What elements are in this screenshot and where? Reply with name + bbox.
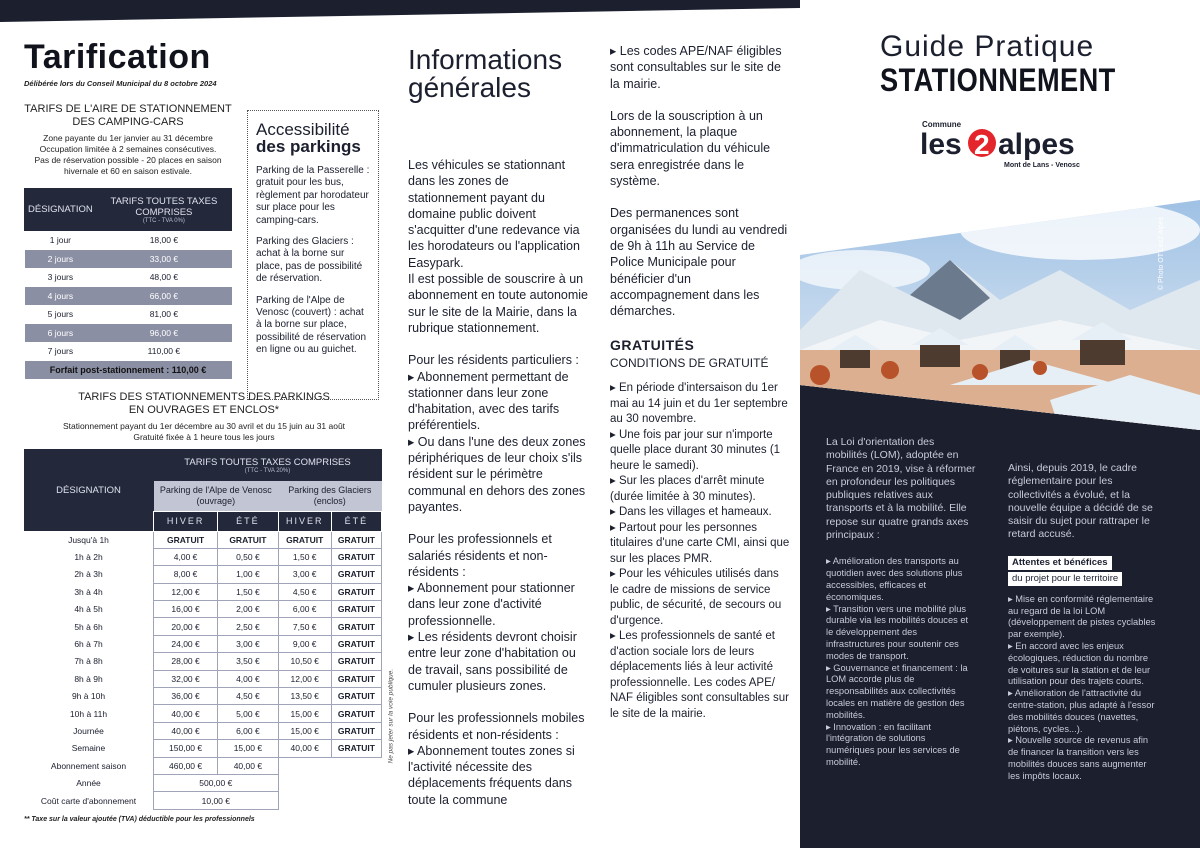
cell: GRATUIT xyxy=(331,740,381,757)
list-item: ▸ Transition vers une mobilité plus durable via les mobilités douces et le développement des infrastructures pour soutenir ces modes de transport. xyxy=(826,603,969,661)
cell: GRATUIT xyxy=(331,688,381,705)
accessibilite-title-2: des parkings xyxy=(256,137,361,156)
infos-p2: Pour les résidents particuliers : xyxy=(408,353,579,368)
list-item: ▸ En période d'intersaison du 1er mai au 14 juin et du 1er septembre au 30 novembre. xyxy=(610,382,788,426)
benefices-list xyxy=(1008,594,1158,783)
ete-header: ÉTÉ xyxy=(218,511,278,531)
empty-cell xyxy=(278,774,381,791)
hiver-header: HIVER xyxy=(278,511,331,531)
accessibilite-title xyxy=(256,121,370,155)
photo-credit-text: © Photo OT Les2 Alpes xyxy=(1158,216,1166,291)
cell: 7,50 € xyxy=(278,618,331,635)
accessibilite-title-1: Accessibilité xyxy=(256,120,350,139)
row-price: 18,00 € xyxy=(149,235,179,246)
table-row xyxy=(24,670,382,687)
col-tarifs-label: TARIFS TOUTES TAXES COMPRISES xyxy=(110,195,218,218)
cell: 40,00 € xyxy=(278,740,331,757)
cell: 15,00 € xyxy=(278,705,331,722)
cell: GRATUIT xyxy=(154,531,218,548)
row-label: 10h à 11h xyxy=(69,708,108,719)
stationnement-title: STATIONNEMENT xyxy=(880,62,1116,98)
parkings-heading-2: EN OUVRAGES ET ENCLOS* xyxy=(128,404,280,416)
forfait-row xyxy=(25,361,232,380)
col-tarifs xyxy=(96,189,231,231)
list-item: ▸ Amélioration de l'attractivité du centre-station, plus adapté à l'essor des mobilités douces (navettes, piétons, cycles...). xyxy=(1008,688,1155,734)
cell: 6,00 € xyxy=(278,601,331,618)
row-label: Jusqu'à 1h xyxy=(68,534,109,545)
row-label: 7 jours xyxy=(47,346,74,357)
logo-sub: Mont de Lans - Venosc xyxy=(1004,162,1080,169)
table-row xyxy=(24,548,382,565)
cell: 24,00 € xyxy=(154,635,218,652)
table-row xyxy=(24,740,382,757)
table-row xyxy=(25,231,232,250)
forfait-label: Forfait post-stationnement : 110,00 € xyxy=(25,361,232,380)
list-item: ▸ Gouvernance et financement : la LOM accorde plus de responsabilités aux collectivités locales en matière de gestion des mobilités. xyxy=(826,662,968,720)
row-label: 3h à 4h xyxy=(74,586,103,597)
table-row xyxy=(24,566,382,583)
col-tarifs xyxy=(154,449,382,481)
cell: GRATUIT xyxy=(331,653,381,670)
row-label: 1 jour xyxy=(49,235,71,246)
parkings-table xyxy=(24,449,382,810)
col-designation: DÉSIGNATION xyxy=(24,449,154,531)
camping-line: Pas de réservation possible - 20 places en saison xyxy=(34,155,222,165)
infos-p3b: ▸ Les résidents devront choisir entre leur zone d'habitation ou de travail, sans possibilité de cumuler plusieurs zones. xyxy=(408,630,577,693)
col-tarifs-sub: (TTC - TVA 0%) xyxy=(142,217,185,224)
cell: 3,00 € xyxy=(278,566,331,583)
cell: GRATUIT xyxy=(331,722,381,739)
cell: 3,00 € xyxy=(218,635,278,652)
camping-heading: TARIFS DE L'AIRE DE STATIONNEMENT DES CAMPING-CARS xyxy=(24,103,232,128)
carte-row xyxy=(24,792,382,809)
table-row xyxy=(25,250,232,269)
cell: 5,00 € xyxy=(218,705,278,722)
camping-block xyxy=(24,103,232,379)
row-label: Coût carte d'abonnement xyxy=(40,795,137,806)
table-row xyxy=(24,688,382,705)
depuis-text: Ainsi, depuis 2019, le cadre réglementaire pour les collectivités a évolué, et la nouvelle équipe a décidé de se saisir du sujet pour rattraper le retard accusé. xyxy=(1008,462,1153,541)
table-row xyxy=(25,342,232,361)
ete-header: ÉTÉ xyxy=(331,511,381,531)
list-item: ▸ Une fois par jour sur n'importe quelle place durant 30 minutes (1 heure le samedi). xyxy=(610,428,781,472)
row-label: 2h à 3h xyxy=(74,569,103,580)
row-label: 4h à 5h xyxy=(74,604,103,615)
cell: 20,00 € xyxy=(154,618,218,635)
list-item: ▸ Dans les villages et hameaux. xyxy=(610,506,772,519)
cell: 12,00 € xyxy=(154,583,218,600)
col-tarifs-label: TARIFS TOUTES TAXES COMPRISES xyxy=(184,456,351,468)
cell: 10,50 € xyxy=(278,653,331,670)
cell: 40,00 € xyxy=(218,757,278,774)
col-tarifs-sub: (TTC - TVA 20%) xyxy=(244,467,291,474)
cell: GRATUIT xyxy=(218,531,278,548)
list-item: ▸ Partout pour les personnes titulaires d'une carte CMI, ainsi que sur les places PMR. xyxy=(610,521,790,565)
hiver-header: HIVER xyxy=(154,511,218,531)
conditions-heading: CONDITIONS DE GRATUITÉ xyxy=(610,355,769,370)
attentes-label-1: Attentes et bénéfices xyxy=(1008,556,1112,570)
cell: 13,50 € xyxy=(278,688,331,705)
cell: GRATUIT xyxy=(278,531,331,548)
row-price: 110,00 € xyxy=(147,346,181,357)
guide-title: Guide Pratique xyxy=(880,30,1095,63)
parkings-block xyxy=(24,391,384,823)
table-row xyxy=(24,653,382,670)
infos-p2a: ▸ Abonnement permettant de stationner dans leur zone d'habitation, avec des tarifs préférentiels. xyxy=(408,369,569,433)
row-label: 5 jours xyxy=(47,309,74,320)
table-row xyxy=(24,635,382,652)
parking-glaciers: Parking des Glaciers : achat à la borne sur place, pas de possibilité de réservation. xyxy=(256,236,363,285)
camping-line: Zone payante du 1er janvier au 31 décembre xyxy=(43,133,213,143)
table-row xyxy=(25,324,232,343)
logo-2: 2 xyxy=(974,129,990,160)
cell: 36,00 € xyxy=(154,688,218,705)
row-price: 66,00 € xyxy=(96,287,231,306)
row-label: 1h à 2h xyxy=(74,552,103,563)
photo-credit xyxy=(1158,200,1190,320)
cell: 16,00 € xyxy=(154,601,218,618)
infos-p1b: Il est possible de souscrire à un abonnement en toute autonomie sur le site de la Mairie, dans la rubrique stationnement. xyxy=(408,272,588,335)
infos-title xyxy=(408,46,588,102)
cell: 6,00 € xyxy=(218,722,278,739)
col3-section xyxy=(610,43,790,722)
cell: 1,50 € xyxy=(218,583,278,600)
list-item: ▸ Pour les véhicules utilisés dans le cadre de missions de service public, de sécurité, de secours ou d'urgence. xyxy=(610,568,782,627)
camping-line: Occupation limitée à 2 semaines consécutives. xyxy=(39,144,217,154)
list-item: ▸ Mise en conformité réglementaire au regard de la loi LOM (développement de pistes cyclables par exemple). xyxy=(1008,593,1156,640)
empty-cell xyxy=(278,792,381,809)
row-label: 4 jours xyxy=(25,287,97,306)
cell: GRATUIT xyxy=(331,670,381,687)
table-row xyxy=(24,705,382,722)
row-label: 3 jours xyxy=(47,272,74,283)
infos-section xyxy=(408,46,588,808)
cell: 1,00 € xyxy=(218,566,278,583)
les2alpes-logo xyxy=(920,118,1080,174)
cell: GRATUIT xyxy=(331,635,381,652)
infos-p1: Les véhicules se stationnant dans les zones de stationnement payant du domaine public doivent s'acquitter d'une redevance via les horodateurs ou l'application Easypark. xyxy=(408,158,580,270)
benefices-column xyxy=(1008,462,1158,783)
col-designation: DÉSIGNATION xyxy=(25,189,97,231)
vertical-note xyxy=(386,640,396,770)
row-label: 8h à 9h xyxy=(74,673,103,684)
tva-note: ** Taxe sur la valeur ajoutée (TVA) déductible pour les professionnels xyxy=(24,815,255,823)
row-price: 48,00 € xyxy=(149,272,179,283)
table-row xyxy=(25,287,232,306)
cell: 4,00 € xyxy=(218,670,278,687)
list-item: ▸ Les professionnels de santé et d'action sociale lors de leurs déplacements liés à leur activité professionnelle. Les codes APE/ NAF éligibles sont consultables sur le site de la mairie. xyxy=(610,630,789,720)
row-label: Année xyxy=(76,778,101,789)
infos-p3a: ▸ Abonnement pour stationner dans leur zone d'activité professionnelle. xyxy=(408,581,575,628)
logo-les: les xyxy=(920,128,962,161)
gratuites-heading: GRATUITÉS xyxy=(610,337,695,354)
col3-p2: Lors de la souscription à un abonnement, la plaque d'immatriculation du véhicule sera enregistrée dans le système. xyxy=(610,108,771,189)
logo-alpes: alpes xyxy=(998,128,1075,161)
tarification-subtitle: Délibérée lors du Conseil Municipal du 8 octobre 2024 xyxy=(24,79,217,88)
lom-column xyxy=(826,436,976,769)
col3-p3: Des permanences sont organisées du lundi au vendredi de 9h à 11h au Service de Police Municipale pour bénéficier d'un accompagnement dans les démarches. xyxy=(610,206,788,319)
cell: 4,50 € xyxy=(218,688,278,705)
infos-p4a: ▸ Abonnement toutes zones si l'activité nécessite des déplacements fréquents dans toute la commune xyxy=(408,743,575,807)
list-item: ▸ Innovation : en facilitant l'intégration de solutions numériques pour les services de mobilité. xyxy=(826,721,960,767)
gratuite-list xyxy=(610,381,790,722)
cell: GRATUIT xyxy=(331,566,381,583)
abonnement-row xyxy=(24,757,382,774)
cell: 2,50 € xyxy=(218,618,278,635)
row-label: 6 jours xyxy=(25,324,97,343)
cell: 40,00 € xyxy=(154,722,218,739)
infos-p2b: ▸ Ou dans l'une des deux zones périphériques de leur choix s'ils résident sur le périmètre communal en dehors des zones payantes. xyxy=(408,434,586,514)
cell: 1,50 € xyxy=(278,548,331,565)
list-item: ▸ Amélioration des transports au quotidien avec des solutions plus accessibles, efficaces et économiques. xyxy=(826,556,963,602)
cell: GRATUIT xyxy=(331,601,381,618)
parking-2-header: Parking des Glaciers (enclos) xyxy=(278,481,381,511)
list-item: ▸ Nouvelle source de revenus afin de financer la transition vers les mobilités douces sans augmenter les impôts locaux. xyxy=(1008,735,1149,781)
empty-cell xyxy=(278,757,381,774)
list-item: ▸ En accord avec les enjeux écologiques, réduction du nombre de voitures sur la station et de leur utilisation pour des trajets courts. xyxy=(1008,640,1151,687)
cell: 460,00 € xyxy=(154,757,218,774)
annee-row xyxy=(24,774,382,791)
row-label: 9h à 10h xyxy=(71,691,106,702)
cell: 8,00 € xyxy=(154,566,218,583)
parkings-line-1: Stationnement payant du 1er décembre au 30 avril et du 15 juin au 31 août xyxy=(62,421,346,431)
accessibilite-box xyxy=(247,110,379,400)
col3-p1: ▸ Les codes APE/NAF éligibles sont consultables sur le site de la mairie. xyxy=(610,44,782,91)
cell: GRATUIT xyxy=(331,705,381,722)
cell: GRATUIT xyxy=(331,548,381,565)
row-price: 33,00 € xyxy=(96,250,231,269)
cell: 9,00 € xyxy=(278,635,331,652)
row-label: Abonnement saison xyxy=(50,760,127,771)
parkings-line-2: Gratuité fixée à 1 heure tous les jours xyxy=(133,432,275,442)
infos-body xyxy=(408,157,588,808)
row-label: 6h à 7h xyxy=(74,639,103,650)
parking-passerelle: Parking de la Passerelle : gratuit pour les bus, règlement par horodateur sur place pour les camping-cars. xyxy=(256,165,370,226)
vertical-note-text: Ne pas jeter sur la voie publique. xyxy=(387,668,395,764)
cell: 4,50 € xyxy=(278,583,331,600)
cell: GRATUIT xyxy=(331,618,381,635)
table-row xyxy=(24,618,382,635)
lom-intro: La Loi d'orientation des mobilités (LOM), adoptée en France en 2019, vise à réformer en profondeur les politiques publiques relatives aux transports et à la mobilité. Elle repose sur quatre grands axes principaux : xyxy=(826,436,976,542)
infos-title-2: générales xyxy=(408,72,531,103)
cell: 4,00 € xyxy=(154,548,218,565)
infos-p3: Pour les professionnels et salariés résidents et non-résidents : xyxy=(408,532,552,579)
table-row xyxy=(25,305,232,324)
cell: 28,00 € xyxy=(154,653,218,670)
row-label: Journée xyxy=(73,725,104,736)
row-price: 81,00 € xyxy=(149,309,179,320)
row-label: 5h à 6h xyxy=(74,621,103,632)
row-label: Semaine xyxy=(71,743,106,754)
infos-p4: Pour les professionnels mobiles résidents et non-résidents : xyxy=(408,711,585,742)
table-row xyxy=(24,601,382,618)
cell: 40,00 € xyxy=(154,705,218,722)
village-photo xyxy=(800,200,1200,430)
parking-1-header: Parking de l'Alpe de Venosc (ouvrage) xyxy=(154,481,279,511)
top-band xyxy=(0,0,800,22)
tarification-title: Tarification xyxy=(24,38,211,76)
cell: 500,00 € xyxy=(154,774,279,791)
infos-title-1: Informations xyxy=(408,44,563,75)
cell: GRATUIT xyxy=(331,583,381,600)
cell: 2,00 € xyxy=(218,601,278,618)
cell: 10,00 € xyxy=(154,792,279,809)
table-row xyxy=(25,268,232,287)
logo-commune: Commune xyxy=(922,120,962,129)
lom-list xyxy=(826,556,976,768)
table-row xyxy=(24,531,382,548)
cell: 12,00 € xyxy=(278,670,331,687)
camping-line: hivernale et 60 en saison estivale. xyxy=(63,166,193,176)
table-row xyxy=(24,583,382,600)
parking-alpe-venosc: Parking de l'Alpe de Venosc (couvert) : achat à la borne sur place, possibilité de réservation en ligne ou au guichet. xyxy=(256,294,367,356)
attentes-label-2: du projet pour le territoire xyxy=(1008,572,1122,586)
row-label: 7h à 8h xyxy=(74,656,103,667)
cell: 15,00 € xyxy=(218,740,278,757)
cell: 15,00 € xyxy=(278,722,331,739)
list-item: ▸ Sur les places d'arrêt minute (durée limitée à 30 minutes). xyxy=(610,475,765,503)
cell: 32,00 € xyxy=(154,670,218,687)
cell: 3,50 € xyxy=(218,653,278,670)
table-row xyxy=(24,722,382,739)
camping-table xyxy=(24,188,232,379)
row-label: 2 jours xyxy=(25,250,97,269)
row-price: 96,00 € xyxy=(96,324,231,343)
cell: 0,50 € xyxy=(218,548,278,565)
cell: GRATUIT xyxy=(331,531,381,548)
parkings-heading-1: TARIFS DES STATIONNEMENTS DES PARKINGS xyxy=(78,391,330,403)
cell: 150,00 € xyxy=(154,740,218,757)
